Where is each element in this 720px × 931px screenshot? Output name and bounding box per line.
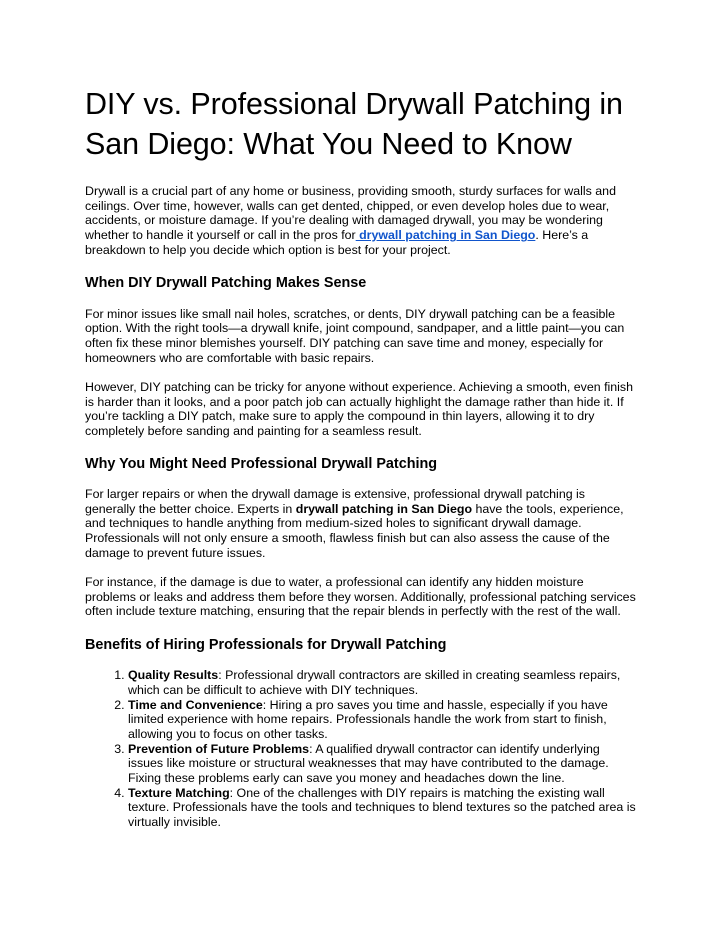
page-title: DIY vs. Professional Drywall Patching in San Diego: What You Need to Know bbox=[85, 87, 623, 161]
why-paragraph-2: For instance, if the damage is due to water, a professional can identify any hidden moisture problems or leaks and address them before they worsen. Additionally, professional patching services often include texture matching, ensuring that the repair blends in perfectly with the rest of the wall. bbox=[85, 575, 636, 619]
intro-text: Drywall is a crucial part of any home or business, providing smooth, sturdy surfaces for walls and ceilings. Over time, however, walls can get dented, chipped, or even develop holes due to wear, accidents, or moisture damage. If you’re dealing with damaged drywall, you may be wondering whether to handle it yourself or call in the pros for bbox=[85, 184, 616, 243]
list-item-title: Prevention of Future Problems bbox=[128, 741, 310, 756]
why-text: For larger repairs or when the drywall damage is extensive, professional drywall patching is generally the better choice. Experts in bbox=[85, 486, 585, 516]
benefits-list bbox=[85, 668, 637, 830]
diy-paragraph-2: However, DIY patching can be tricky for anyone without experience. Achieving a smooth, even finish is harder than it looks, and a poor patch job can actually highlight the damage rather than hide it. If you’re tackling a DIY patch, make sure to apply the compound in thin layers, allowing it to dry completely before sanding and painting for a seamless result. bbox=[85, 380, 634, 439]
section-heading-diy: When DIY Drywall Patching Makes Sense bbox=[85, 274, 367, 291]
section-heading-why: Why You Might Need Professional Drywall Patching bbox=[85, 455, 438, 472]
article bbox=[85, 84, 637, 830]
intro-text-end: . Here’s a breakdown to help you decide which option is best for your project. bbox=[85, 228, 589, 257]
intro-paragraph bbox=[85, 184, 637, 258]
list-item-text: : A qualified drywall contractor can identify underlying issues like moisture or structural weaknesses that may have contributed to the damage. Fixing these problems early can save you money and headaches down the line. bbox=[128, 741, 609, 786]
list-item-text: : Professional drywall contractors are skilled in creating seamless repairs, which can be difficult to achieve with DIY techniques. bbox=[128, 668, 621, 697]
list-item-text: : Hiring a pro saves you time and hassle, especially if you have limited experience with home repairs. Professionals handle the work from start to finish, allowing you to focus on other tasks. bbox=[128, 697, 608, 741]
list-item bbox=[128, 742, 637, 786]
list-item-text: : One of the challenges with DIY repairs is matching the existing wall texture. Professionals have the tools and techniques to blend textures so the patched area is virtually invisible. bbox=[128, 785, 636, 830]
list-item-title: Time and Convenience bbox=[128, 697, 263, 712]
list-item bbox=[128, 786, 637, 830]
section-heading-benefits: Benefits of Hiring Professionals for Drywall Patching bbox=[85, 637, 447, 654]
list-item bbox=[128, 668, 637, 697]
why-text-end: have the tools, experience, and techniques to handle anything from medium-sized holes to significant drywall damage. Professionals will not only ensure a smooth, flawless finish but can also assess the cause of the damage to prevent future issues. bbox=[85, 501, 624, 560]
list-item-title: Texture Matching bbox=[128, 785, 230, 800]
list-item bbox=[128, 698, 637, 742]
drywall-patching-link[interactable]: drywall patching in San Diego bbox=[355, 228, 536, 243]
list-item-title: Quality Results bbox=[128, 668, 219, 683]
why-bold-keyword: drywall patching in San Diego bbox=[295, 501, 473, 516]
diy-paragraph-1: For minor issues like small nail holes, scratches, or dents, DIY drywall patching can be a feasible option. With the right tools—a drywall knife, joint compound, sandpaper, and a little paint—you can often fix these minor blemishes yourself. DIY patching can save time and money, especially for homeowners who are comfortable with basic repairs. bbox=[85, 306, 625, 365]
why-paragraph-1 bbox=[85, 487, 637, 561]
